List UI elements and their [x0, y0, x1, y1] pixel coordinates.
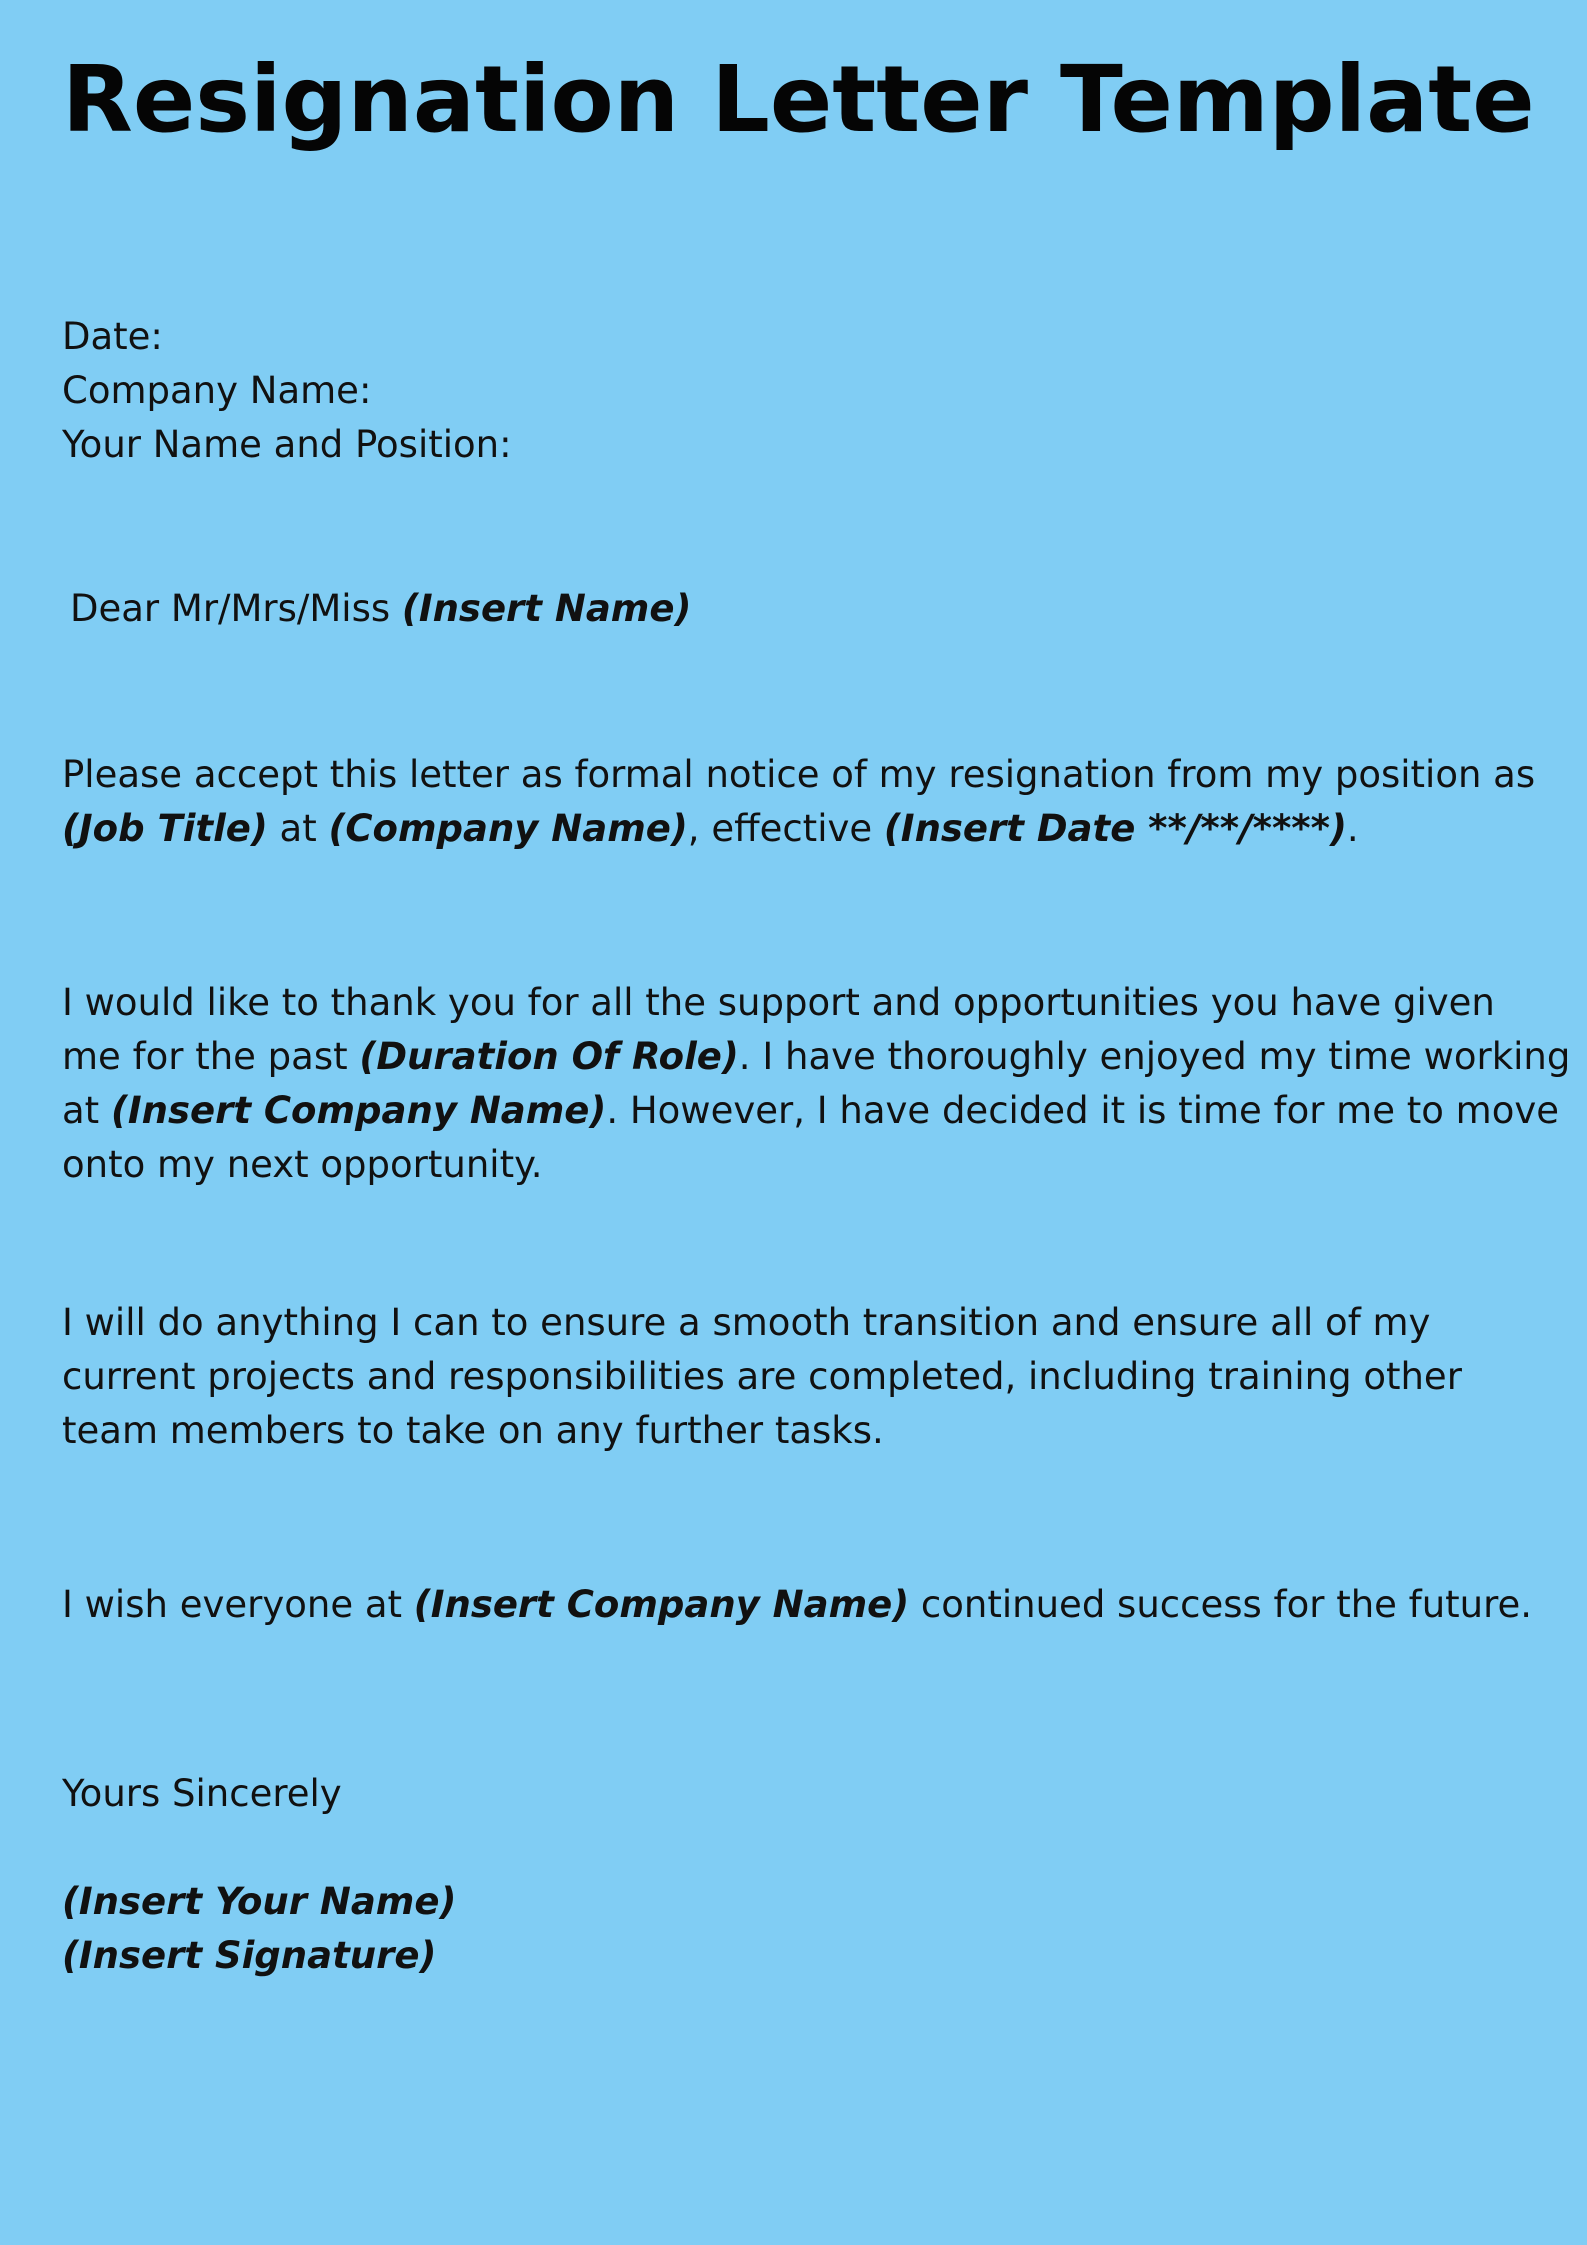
closing: [62, 1767, 1502, 1821]
paragraph3-line2: current projects and responsibilities are completed, including training other: [62, 1355, 1462, 1398]
insert-signature-placeholder: (Insert Signature): [62, 1934, 437, 1977]
paragraph1-end: .: [1346, 807, 1359, 850]
duration-placeholder: (Duration Of Role): [359, 1035, 739, 1078]
signoff: [62, 1875, 1502, 1983]
paragraph-resignation-notice: [62, 748, 1536, 856]
paragraph1-effective: , effective: [687, 807, 884, 850]
paragraph-wishes: [62, 1578, 1533, 1632]
paragraph2-line2-start: me for the past: [62, 1035, 360, 1078]
paragraph2-line3-start: at: [62, 1089, 111, 1132]
paragraph2-line2-end: . I have thoroughly enjoyed my time working: [738, 1035, 1571, 1078]
salutation: [70, 582, 1510, 636]
insert-company-name-placeholder: (Insert Company Name): [110, 1089, 607, 1132]
insert-company-name-placeholder-2: (Insert Company Name): [413, 1583, 910, 1626]
company-name-label: Company Name:: [62, 369, 372, 412]
paragraph-transition: [62, 1296, 1502, 1458]
paragraph3-line1: I will do anything I can to ensure a smooth transition and ensure all of my: [62, 1301, 1431, 1344]
paragraph2-line1: I would like to thank you for all the support and opportunities you have given: [62, 981, 1495, 1024]
insert-name-placeholder: (Insert Name): [401, 587, 692, 630]
company-name-placeholder: (Company Name): [328, 807, 688, 850]
paragraph2-line4: onto my next opportunity.: [62, 1143, 543, 1186]
insert-date-placeholder: (Insert Date **/**/****): [883, 807, 1347, 850]
name-position-label: Your Name and Position:: [62, 423, 512, 466]
paragraph4-end: continued success for the future.: [909, 1583, 1533, 1626]
paragraph1-line1: Please accept this letter as formal notice of my resignation from my position as: [62, 753, 1536, 796]
paragraph4-start: I wish everyone at: [62, 1583, 414, 1626]
paragraph2-line3-end: . However, I have decided it is time for me to move: [606, 1089, 1559, 1132]
job-title-placeholder: (Job Title): [62, 807, 268, 850]
header-fields: [62, 310, 1502, 472]
paragraph1-at: at: [267, 807, 329, 850]
closing-text: Yours Sincerely: [62, 1772, 342, 1815]
insert-your-name-placeholder: (Insert Your Name): [62, 1880, 457, 1923]
page-title: Resignation Letter Template: [62, 46, 1535, 153]
date-label: Date:: [62, 315, 163, 358]
paragraph-thanks: [62, 976, 1571, 1192]
salutation-text: Dear Mr/Mrs/Miss: [70, 587, 402, 630]
paragraph3-line3: team members to take on any further tasks.: [62, 1409, 884, 1452]
